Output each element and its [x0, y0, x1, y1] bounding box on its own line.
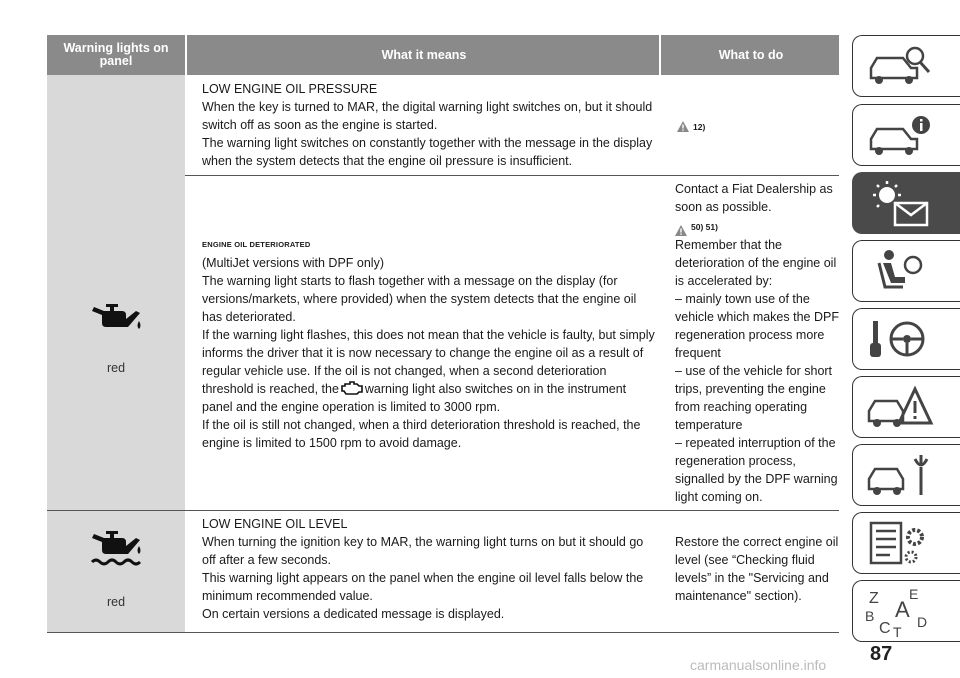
watermark: carmanualsonline.info — [690, 657, 827, 673]
engine-icon — [340, 381, 364, 395]
todo-line: from reaching operating — [675, 400, 808, 414]
meaning-line: when the system detects that the engine oil pressure is insufficient. — [202, 154, 573, 168]
row-oil-pressure-todo — [677, 121, 705, 132]
todo-line: Remember that the — [675, 238, 782, 252]
warning-triangle-icon — [677, 121, 689, 132]
svg-text:T: T — [893, 624, 902, 637]
meaning-line: informs the driver that it is now necessary to change the engine oil as a result of — [202, 346, 644, 360]
svg-text:E: E — [909, 587, 919, 602]
svg-text:Z: Z — [869, 590, 879, 607]
meaning-line: switch off as soon as the engine is started. — [202, 118, 438, 132]
meaning-line: When turning the ignition key to MAR, the warning light turns on but it should go — [202, 535, 644, 549]
meaning-line: (MultiJet versions with DPF only) — [202, 256, 384, 270]
note-reference[interactable]: 12) — [693, 122, 706, 132]
meaning-line: If the oil is still not changed, when a third deterioration threshold is reached, the — [202, 418, 641, 432]
meaning-line: On certain versions a dedicated message is displayed. — [202, 607, 505, 621]
tab-starting-driving[interactable] — [852, 308, 960, 370]
note-reference-row — [675, 220, 840, 236]
page-number: 87 — [870, 643, 893, 665]
oil-can-icon — [88, 299, 144, 337]
todo-line: soon as possible. — [675, 200, 772, 214]
meaning-line: has deteriorated. — [202, 310, 296, 324]
warning-triangle-icon — [675, 225, 687, 236]
row-oil-level-todo — [675, 533, 840, 605]
tab-knowing-your-car[interactable] — [852, 35, 960, 97]
row-oil-pressure-meaning — [202, 80, 662, 170]
svg-text:B: B — [865, 608, 875, 624]
meaning-title: ENGINE OIL DETERIORATED — [202, 240, 311, 249]
meaning-line: The warning light switches on constantly together with the message in the display — [202, 136, 653, 150]
row-oil-deteriorated-todo — [675, 180, 840, 506]
tab-technical-data[interactable] — [852, 512, 960, 574]
row-oil-level-meaning — [202, 515, 662, 623]
todo-line: is accelerated by: — [675, 274, 773, 288]
key-steering-icon — [865, 315, 935, 365]
header-what-it-means: What it means — [185, 35, 661, 75]
svg-text:D: D — [917, 614, 928, 630]
tab-knowing-instrument-panel[interactable] — [852, 104, 960, 166]
meaning-title: LOW ENGINE OIL LEVEL — [202, 517, 348, 531]
meaning-line: This warning light appears on the panel when the engine oil level falls below the — [202, 571, 644, 585]
car-hazard-icon — [865, 383, 935, 433]
todo-line: light coming on. — [675, 490, 763, 504]
car-wrench-icon — [865, 451, 935, 501]
todo-line: Contact a Fiat Dealership as — [675, 182, 833, 196]
meaning-line: engine is limited to 1500 rpm to avoid damage. — [202, 436, 462, 450]
tab-safety[interactable] — [852, 240, 960, 302]
todo-line: levels” in the "Servicing and — [675, 571, 829, 585]
todo-line: regeneration process, — [675, 454, 796, 468]
todo-line: maintenance" section). — [675, 589, 802, 603]
alphabet-index-icon — [865, 587, 935, 637]
light-cell-oil-pressure — [47, 75, 185, 510]
todo-line: – repeated interruption of the — [675, 436, 836, 450]
todo-line: frequent — [675, 346, 721, 360]
tab-index[interactable] — [852, 580, 960, 642]
row-divider — [185, 175, 839, 176]
meaning-line: When the key is turned to MAR, the digital warning light switches on, but it should — [202, 100, 653, 114]
meaning-line: If the warning light flashes, this does not mean that the vehicle is faulty, but simply — [202, 328, 655, 342]
meaning-line: off after a few seconds. — [202, 553, 332, 567]
todo-line: temperature — [675, 418, 743, 432]
tab-servicing[interactable] — [852, 444, 960, 506]
meaning-line: panel and the engine operation is limited to 3000 rpm. — [202, 400, 501, 414]
svg-text:C: C — [879, 620, 891, 637]
todo-line: regeneration process more — [675, 328, 825, 342]
header-what-to-do: What to do — [659, 35, 841, 75]
oil-level-icon — [88, 528, 144, 570]
car-info-icon — [865, 111, 935, 161]
meaning-line: The warning light starts to flash together with a message on the display (for — [202, 274, 618, 288]
todo-line: trips, preventing the engine — [675, 382, 826, 396]
car-search-icon — [865, 42, 935, 92]
list-gear-icon — [865, 519, 935, 569]
tab-warning-lights[interactable] — [852, 172, 960, 234]
row-divider — [47, 510, 839, 511]
todo-line: signalled by the DPF warning — [675, 472, 838, 486]
light-cell-oil-level — [47, 510, 185, 632]
light-color-label: red — [106, 595, 126, 609]
todo-line: level (see “Checking fluid — [675, 553, 815, 567]
warning-lights-icon — [865, 179, 935, 229]
todo-line: – use of the vehicle for short — [675, 364, 833, 378]
tab-emergency[interactable] — [852, 376, 960, 438]
table-header — [47, 35, 839, 75]
todo-line: – mainly town use of the — [675, 292, 810, 306]
meaning-line: versions/markets, where provided) when the system detects that the engine oil — [202, 292, 637, 306]
todo-line: vehicle which makes the DPF — [675, 310, 839, 324]
meaning-line: regular vehicle use. If the oil is not changed, when a second deterioration — [202, 364, 607, 378]
svg-text:A: A — [895, 597, 910, 622]
row-divider — [47, 632, 839, 633]
todo-line: Restore the correct engine oil — [675, 535, 839, 549]
meaning-line: minimum recommended value. — [202, 589, 373, 603]
meaning-line: threshold is reached, the warning light also switches on in the instrument — [202, 382, 627, 396]
row-oil-deteriorated-meaning — [202, 236, 662, 452]
note-reference[interactable]: 50) 51) — [691, 222, 718, 232]
todo-line: deterioration of the engine oil — [675, 256, 837, 270]
header-warning-lights: Warning lights on panel — [63, 41, 169, 68]
seat-airbag-icon — [865, 247, 935, 297]
light-color-label: red — [106, 361, 126, 375]
meaning-title: LOW ENGINE OIL PRESSURE — [202, 82, 378, 96]
